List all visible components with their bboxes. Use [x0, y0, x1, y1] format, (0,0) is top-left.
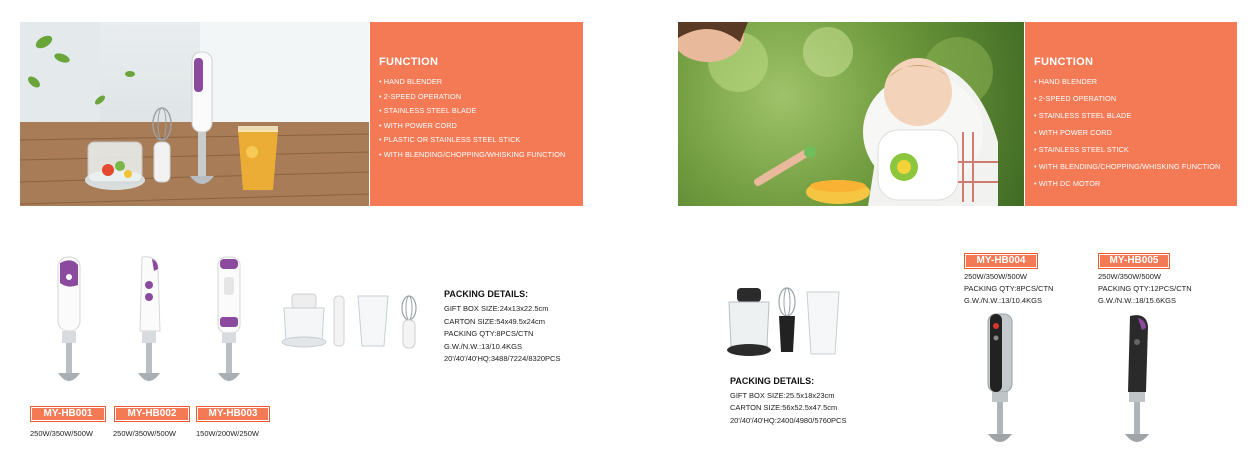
- function-panel-right: [1025, 22, 1237, 206]
- function-item: • WITH BLENDING/CHOPPING/WHISKING FUNCTION: [379, 150, 565, 165]
- kitchen-scene-illustration: [20, 22, 369, 206]
- hero-photo-kitchen: [20, 22, 369, 206]
- packing-line: PACKING QTY:8PCS/CTN: [444, 329, 534, 338]
- function-item: • HAND BLENDER: [1034, 77, 1220, 94]
- baby-feeding-illustration: [678, 22, 1024, 206]
- hand-blender-hb001-image: [52, 255, 86, 390]
- packing-details-title: PACKING DETAILS:: [444, 289, 529, 299]
- function-item: • 2-SPEED OPERATION: [1034, 94, 1220, 111]
- packing-line: G.W./N.W.:13/10.4KGS: [444, 342, 522, 351]
- packing-line: CARTON SIZE:54x49.5x24cm: [444, 317, 546, 326]
- packing-line: 20'/40'/40'HQ:3488/7224/8320PCS: [444, 354, 561, 363]
- hand-blender-hb003-image: [212, 255, 246, 390]
- model-tag-hb001: MY-HB001: [30, 406, 106, 422]
- model-tag-hb003: MY-HB003: [196, 406, 270, 422]
- function-item: • WITH BLENDING/CHOPPING/WHISKING FUNCTION: [1034, 162, 1220, 179]
- hand-blender-hb004-image: [982, 312, 1018, 452]
- hero-photo-baby: [678, 22, 1024, 206]
- model-spec-hb004: G.W./N.W.:13/10.4KGS: [964, 296, 1042, 305]
- function-item: • STAINLESS STEEL STICK: [1034, 145, 1220, 162]
- function-item: • HAND BLENDER: [379, 77, 565, 92]
- model-spec-hb005: PACKING QTY:12PCS/CTN: [1098, 284, 1192, 293]
- function-item: • STAINLESS STEEL BLADE: [1034, 111, 1220, 128]
- model-power-hb001: 250W/350W/500W: [30, 429, 93, 438]
- hand-blender-hb002-image: [132, 255, 166, 390]
- model-spec-hb005: G.W./N.W.:18/15.6KGS: [1098, 296, 1176, 305]
- packing-line: GIFT BOX SIZE:24x13x22.5cm: [444, 304, 549, 313]
- packing-line: CARTON SIZE:56x52.5x47.5cm: [730, 403, 838, 412]
- model-tag-hb002: MY-HB002: [114, 406, 190, 422]
- packing-line: 20'/40'/40'HQ:2400/4980/5760PCS: [730, 416, 847, 425]
- model-spec-hb005: 250W/350W/500W: [1098, 272, 1161, 281]
- accessories-set-image: [278, 290, 423, 352]
- function-list: [1034, 77, 1220, 196]
- model-tag-hb004: MY-HB004: [964, 253, 1038, 269]
- function-item: • 2-SPEED OPERATION: [379, 92, 565, 107]
- model-power-hb003: 150W/200W/250W: [196, 429, 259, 438]
- function-item: • PLASTIC OR STAINLESS STEEL STICK: [379, 135, 565, 150]
- function-title: FUNCTION: [379, 56, 439, 68]
- function-item: • WITH DC MOTOR: [1034, 179, 1220, 196]
- hand-blender-hb005-image: [1118, 312, 1154, 452]
- model-tag-hb005: MY-HB005: [1098, 253, 1170, 269]
- function-item: • WITH POWER CORD: [1034, 128, 1220, 145]
- model-spec-hb004: 250W/350W/500W: [964, 272, 1027, 281]
- packing-details-title: PACKING DETAILS:: [730, 376, 815, 386]
- function-item: • WITH POWER CORD: [379, 121, 565, 136]
- function-item: • STAINLESS STEEL BLADE: [379, 106, 565, 121]
- function-title: FUNCTION: [1034, 56, 1094, 68]
- model-power-hb002: 250W/350W/500W: [113, 429, 176, 438]
- function-list: [379, 77, 565, 164]
- function-panel-left: [370, 22, 583, 206]
- model-spec-hb004: PACKING QTY:8PCS/CTN: [964, 284, 1054, 293]
- packing-line: GIFT BOX SIZE:25.5x18x23cm: [730, 391, 835, 400]
- accessories-set-black-image: [725, 284, 845, 360]
